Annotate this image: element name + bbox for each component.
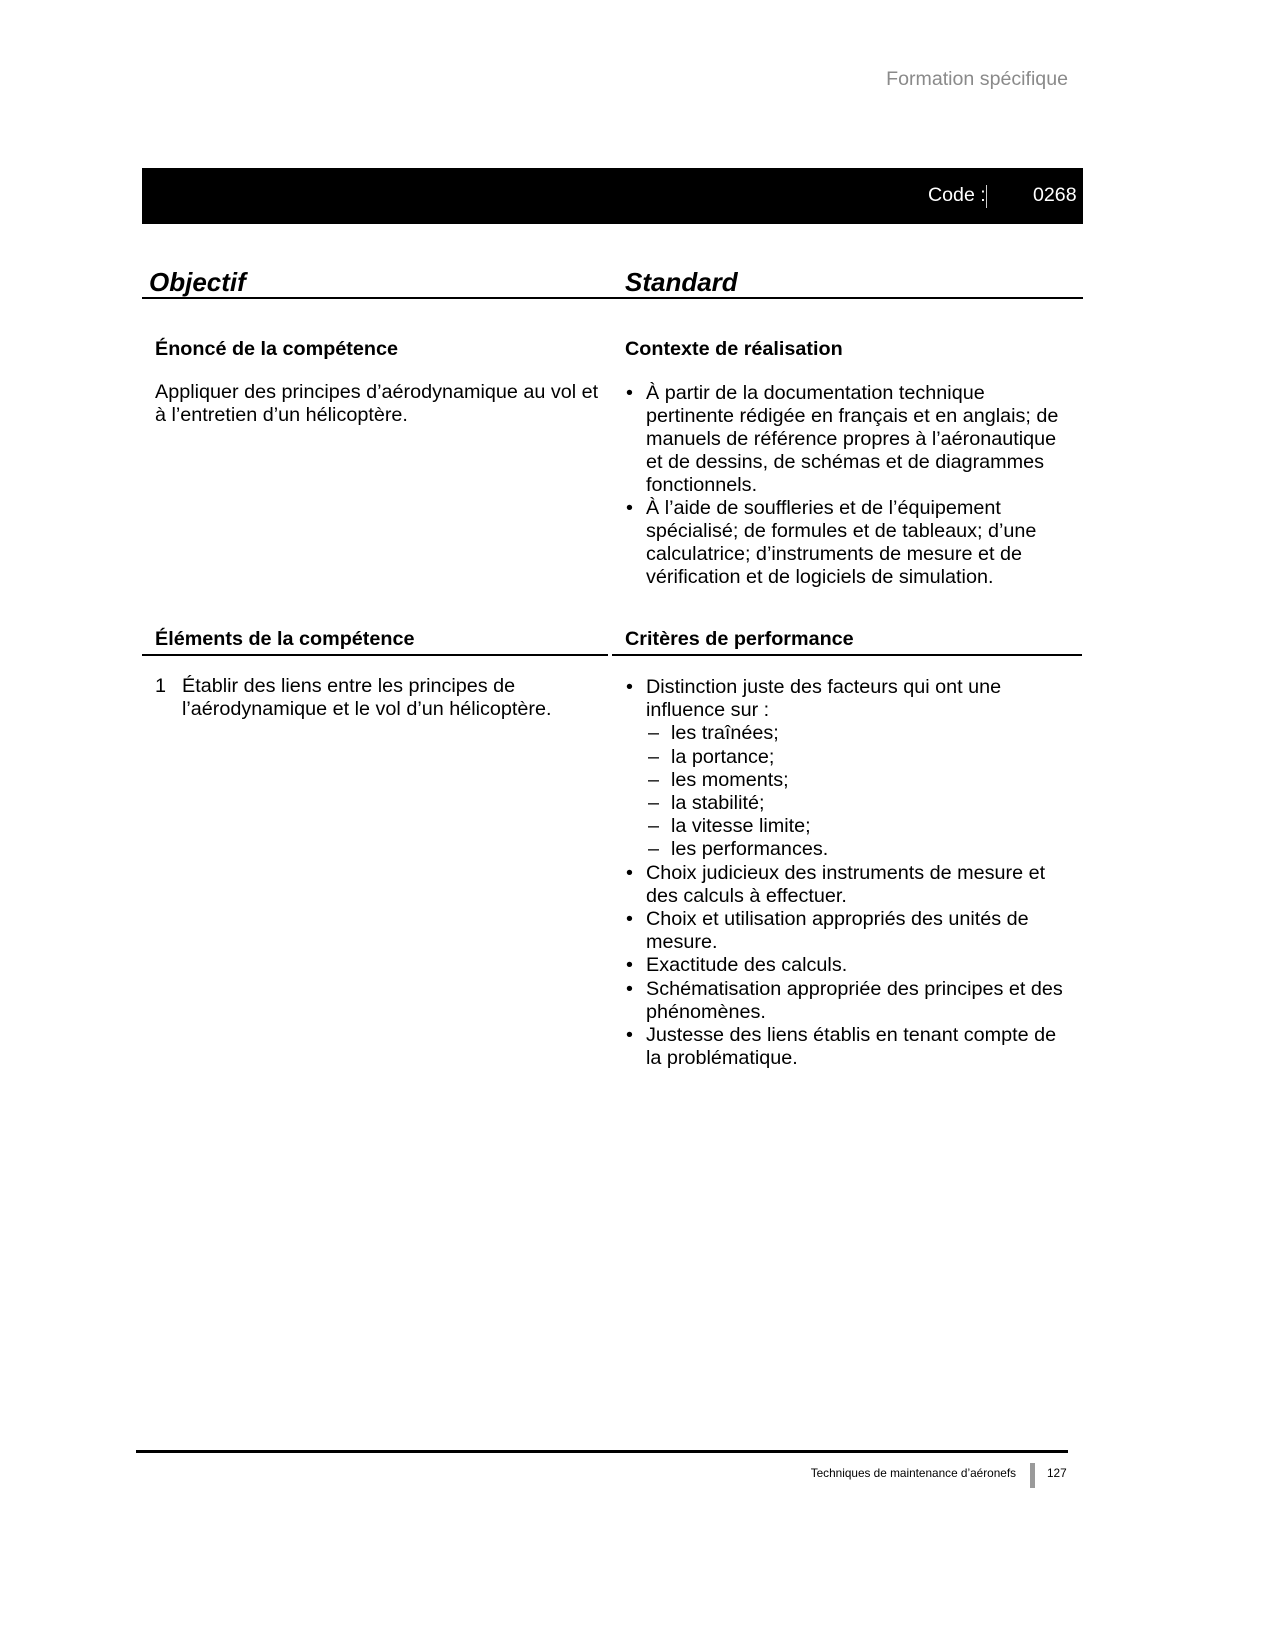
criteria-item [625,862,1063,908]
dash-marker: – [648,768,660,791]
footer-rule [136,1450,1068,1453]
contexte-line: À l’aide de souffleries et de l’équipement [646,497,1001,519]
criteria-subitem [646,769,1063,792]
column-title-rule [142,297,1083,299]
dash-marker: – [648,722,660,745]
code-separator [986,185,987,208]
contexte-line: spécialisé; de formules et de tableaux; d’une [646,520,1037,542]
enonce-line: à l’entretien d’un hélicoptère. [155,404,408,426]
objectif-title: Objectif [149,267,246,297]
elements-heading-rule [142,654,608,656]
footer-separator-bar [1030,1463,1035,1488]
criteria-line: Choix et utilisation appropriés des unités de [646,908,1029,931]
criteria-subitem [646,838,1063,861]
standard-title: Standard [625,267,738,297]
criteres-list [625,676,1063,1070]
criteria-subitem-text: la stabilité; [671,792,765,815]
criteria-item [625,908,1063,954]
criteres-heading-rule [612,654,1082,656]
criteres-heading: Critères de performance [625,628,854,650]
element-item [155,675,551,721]
bullet-marker: • [626,977,633,1000]
criteria-item [625,1024,1063,1070]
contexte-item [625,382,1058,497]
contexte-line: À partir de la documentation technique [646,382,985,404]
criteria-subitem [646,815,1063,838]
criteria-subitem-text: les performances. [671,838,829,861]
dash-marker: – [648,745,660,768]
code-value: 0268 [1033,184,1077,206]
element-line: l’aérodynamique et le vol d’un hélicoptère. [182,698,552,720]
criteria-subitem [646,746,1063,769]
contexte-line: pertinente rédigée en français et en anglais; de [646,405,1059,427]
criteria-subitem-text: les moments; [671,768,789,791]
dash-marker: – [648,838,660,861]
code-bar [142,168,1083,224]
bullet-marker: • [626,1024,633,1047]
bullet-marker: • [626,497,633,519]
criteria-line: Justesse des liens établis en tenant compte de [646,1024,1057,1047]
dash-marker: – [648,792,660,815]
criteria-line: des calculs à effectuer. [646,884,847,907]
criteria-subitem [646,722,1063,745]
enonce-heading: Énoncé de la compétence [155,338,398,360]
criteria-item [625,954,1063,977]
contexte-heading: Contexte de réalisation [625,338,843,360]
enonce-text [155,381,598,427]
criteria-line: mesure. [646,931,718,954]
criteria-subitem-text: la vitesse limite; [671,815,811,838]
criteria-line: Schématisation appropriée des principes et des [646,977,1063,1000]
contexte-line: fonctionnels. [646,474,758,496]
contexte-line: calculatrice; d’instruments de mesure et de [646,543,1023,565]
contexte-line: et de dessins, de schémas et de diagrammes [646,451,1045,473]
criteria-item [625,676,1063,862]
code-label: Code : [928,184,986,206]
criteria-line: Choix judicieux des instruments de mesure et [646,861,1046,884]
bullet-marker: • [626,861,633,884]
page-number: 127 [1047,1466,1067,1480]
criteria-line: phénomènes. [646,1000,766,1023]
footer-document-title: Techniques de maintenance d’aéronefs [810,1466,1016,1480]
bullet-marker: • [626,676,633,698]
contexte-line: manuels de référence propres à l’aéronautique [646,428,1057,450]
criteria-item [625,978,1063,1024]
contexte-list [625,382,1058,589]
bullet-marker: • [626,382,633,404]
criteria-subitem-text: la portance; [671,745,775,768]
element-line: Établir des liens entre les principes de [182,675,516,697]
element-number: 1 [155,675,167,697]
contexte-item [625,497,1058,589]
contexte-line: vérification et de logiciels de simulation. [646,566,994,588]
criteria-line: influence sur : [646,699,770,722]
criteria-line: la problématique. [646,1047,798,1070]
dash-marker: – [648,815,660,838]
enonce-line: Appliquer des principes d’aérodynamique au vol et [155,381,599,403]
elements-list [155,675,551,721]
criteria-line: Exactitude des calculs. [646,954,848,977]
elements-heading: Éléments de la compétence [155,628,415,650]
criteria-subitem [646,792,1063,815]
criteria-subitem-text: les traînées; [671,722,779,745]
running-header: Formation spécifique [886,68,1068,90]
criteria-line: Distinction juste des facteurs qui ont une [646,676,1002,698]
bullet-marker: • [626,908,633,931]
bullet-marker: • [626,954,633,977]
